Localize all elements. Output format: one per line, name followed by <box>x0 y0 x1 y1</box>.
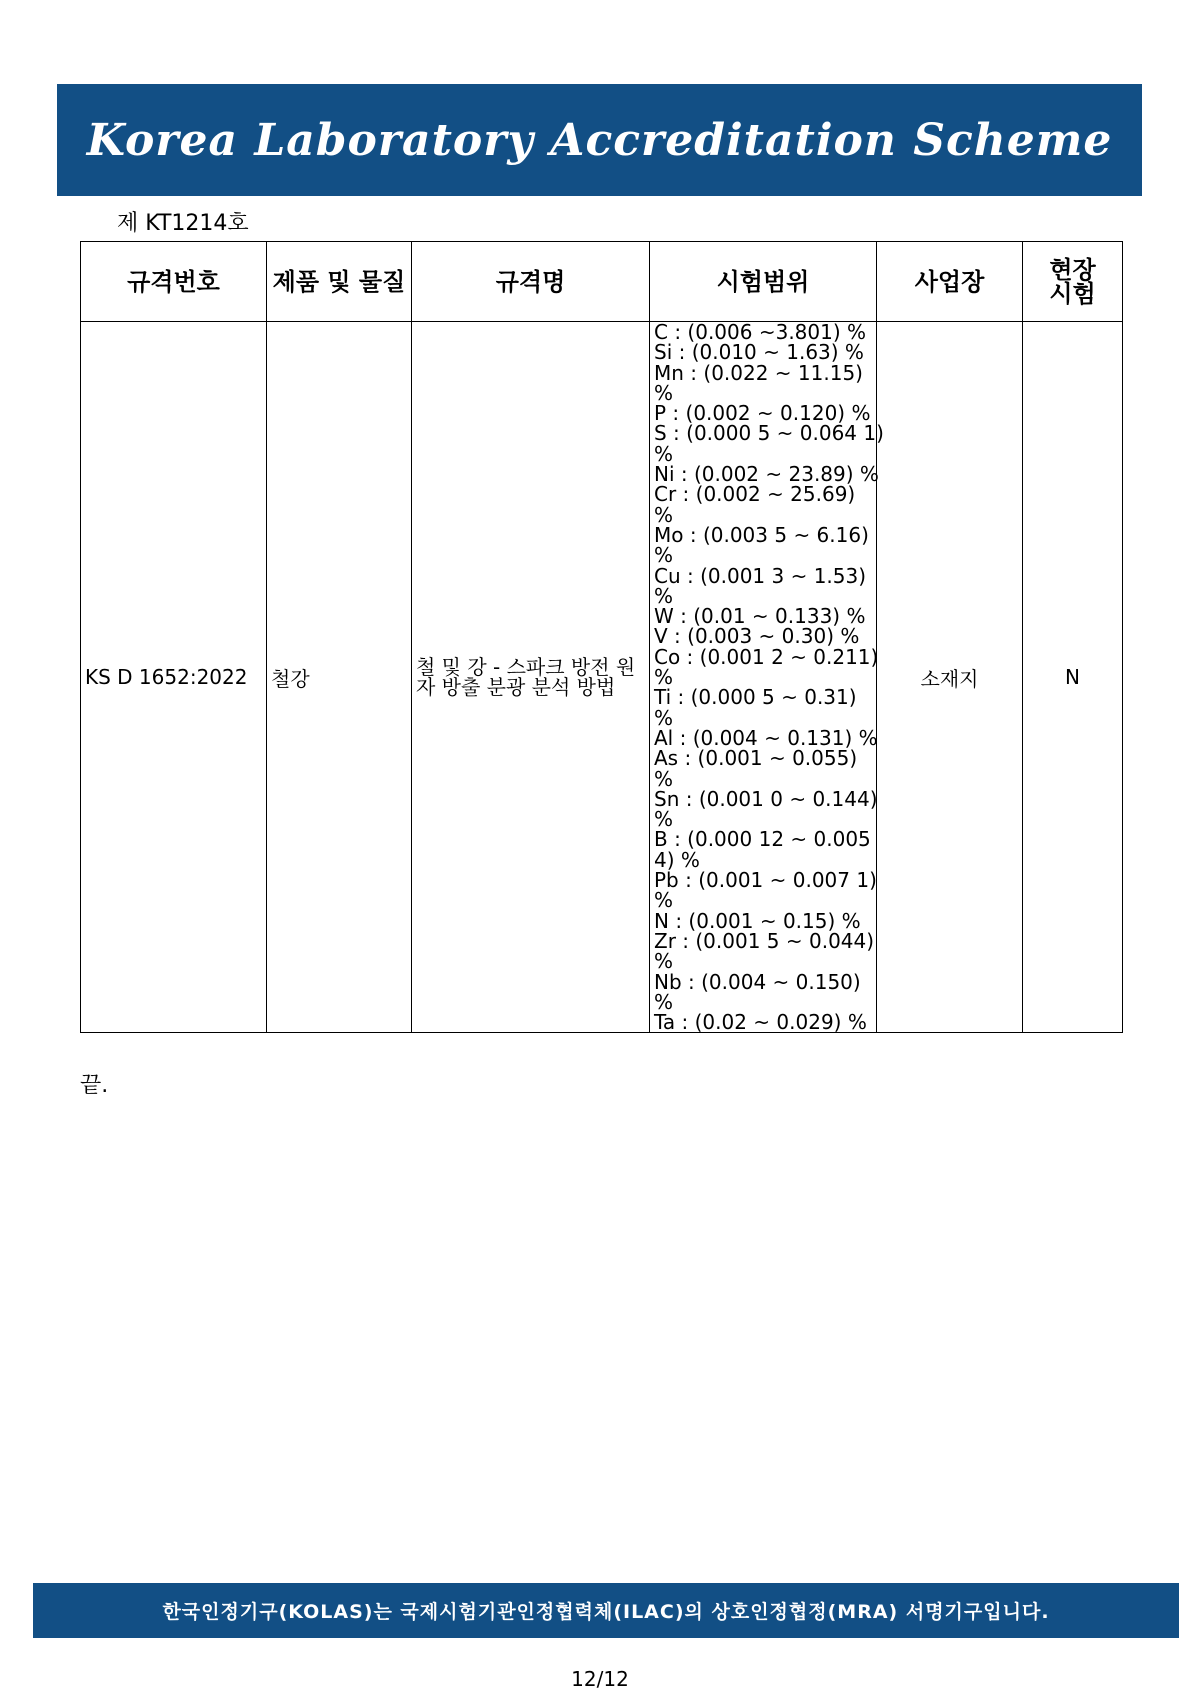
range-line: Si : (0.010 ~ 1.63) % <box>654 340 864 365</box>
range-line: % <box>654 665 674 690</box>
column-header-standard-no: 규격번호 <box>81 242 267 322</box>
range-line: Zr : (0.001 5 ~ 0.044) <box>654 928 875 953</box>
range-line: Sn : (0.001 0 ~ 0.144) <box>654 786 878 811</box>
column-header-product: 제품 및 물질 <box>267 242 412 322</box>
range-line: % <box>654 888 674 913</box>
range-line: Cr : (0.002 ~ 25.69) <box>654 482 856 507</box>
footer-banner <box>33 1583 1179 1638</box>
range-line: Ta : (0.02 ~ 0.029) % <box>654 1010 867 1035</box>
standard-name-cell: 철 및 강 - 스파크 방전 원자 방출 분광 분석 방법 <box>412 322 650 1033</box>
range-line: % <box>654 705 674 730</box>
range-line: Nb : (0.004 ~ 0.150) <box>654 969 861 994</box>
product-cell: 철강 <box>267 322 412 1033</box>
table-row <box>81 322 1123 1033</box>
site-cell: 소재지 <box>877 322 1023 1033</box>
range-line: Mo : (0.003 5 ~ 6.16) <box>654 522 869 547</box>
range-line: As : (0.001 ~ 0.055) <box>654 746 858 771</box>
column-header-site: 사업장 <box>877 242 1023 322</box>
standard-number-cell: KS D 1652:2022 <box>81 322 267 1033</box>
range-line: % <box>654 441 674 466</box>
field-test-cell: N <box>1023 322 1123 1033</box>
range-line: % <box>654 989 674 1014</box>
column-header-field-test: 현장 시험 <box>1023 242 1123 322</box>
range-line: C : (0.006 ~3.801) % <box>654 320 867 344</box>
accreditation-table <box>80 241 1123 1033</box>
range-line: S : (0.000 5 ~ 0.064 1) <box>654 421 884 446</box>
range-line: % <box>654 543 674 568</box>
column-header-test-range: 시험범위 <box>650 242 877 322</box>
range-line: Mn : (0.022 ~ 11.15) <box>654 360 863 385</box>
test-range-cell <box>650 320 884 1035</box>
range-line: Co : (0.001 2 ~ 0.211) <box>654 644 879 669</box>
range-line: P : (0.002 ~ 0.120) % <box>654 401 871 426</box>
range-line: % <box>654 766 674 791</box>
range-line: W : (0.01 ~ 0.133) % <box>654 604 866 629</box>
column-header-standard-name: 규격명 <box>412 242 650 322</box>
end-mark: 끝. <box>80 1073 109 1098</box>
range-line: V : (0.003 ~ 0.30) % <box>654 624 860 649</box>
range-line: N : (0.001 ~ 0.15) % <box>654 908 861 933</box>
range-line: Pb : (0.001 ~ 0.007 1) <box>654 868 877 893</box>
range-line: B : (0.000 12 ~ 0.005 <box>654 827 871 852</box>
range-line: Al : (0.004 ~ 0.131) % <box>654 725 878 750</box>
range-line: 4) % <box>654 847 700 872</box>
table-header-row <box>81 242 1123 322</box>
range-line: % <box>654 502 674 527</box>
footer-text: 한국인정기구(KOLAS)는 국제시험기관인정협력체(ILAC)의 상호인정협정(MRA) 서명기구입니다. <box>162 1601 1050 1623</box>
certificate-number: 제 KT1214호 <box>117 211 249 236</box>
range-line: % <box>654 583 674 608</box>
range-line: Cu : (0.001 3 ~ 1.53) <box>654 563 867 588</box>
header-title: Korea Laboratory Accreditation Scheme <box>86 114 1113 166</box>
range-line: % <box>654 949 674 974</box>
range-line: Ni : (0.002 ~ 23.89) % <box>654 462 879 487</box>
range-line: % <box>654 380 674 405</box>
page-number: 12/12 <box>571 1667 629 1691</box>
range-line: % <box>654 807 674 832</box>
header-banner <box>57 84 1142 196</box>
range-line: Ti : (0.000 5 ~ 0.31) <box>654 685 857 710</box>
